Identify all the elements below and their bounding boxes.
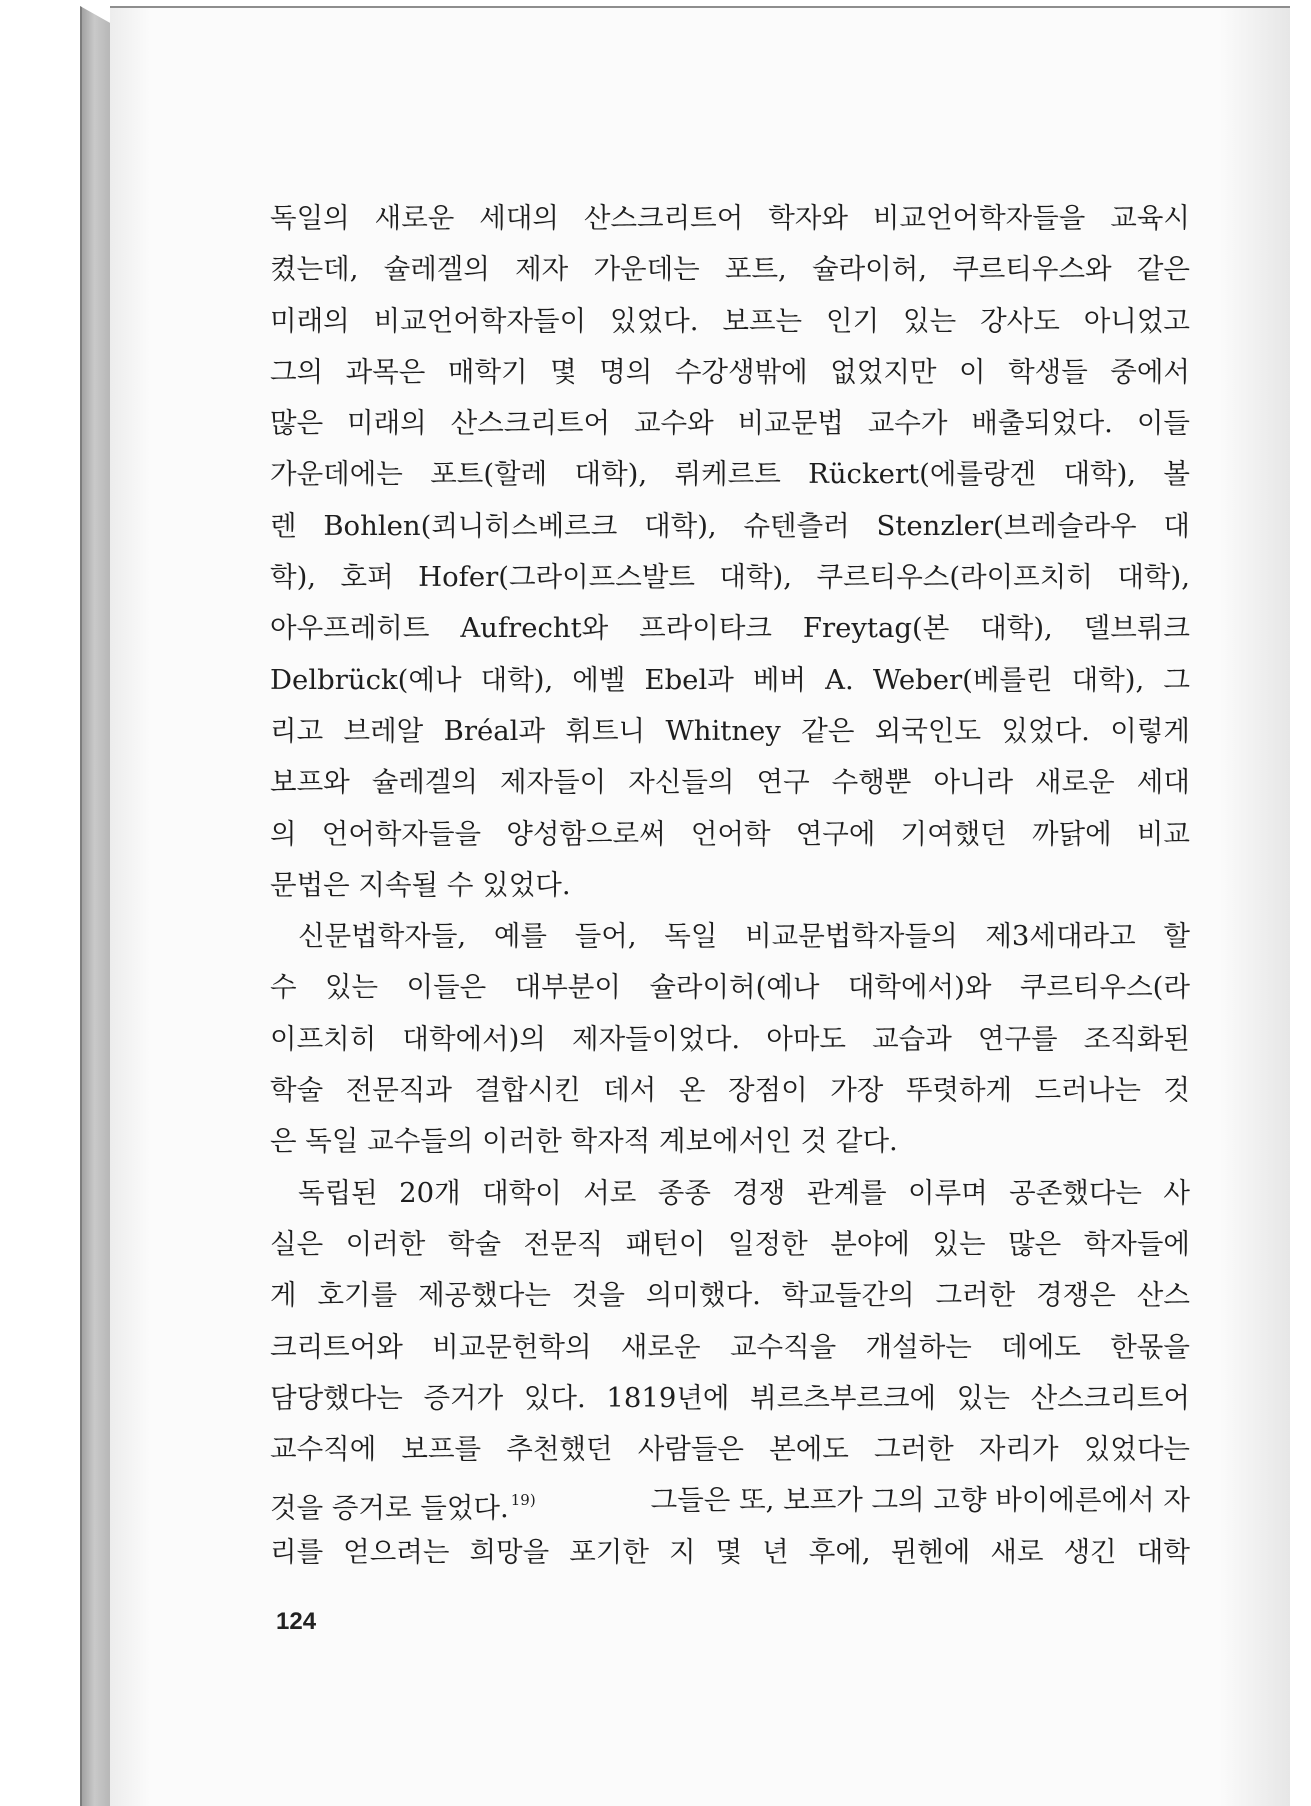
word: 보프를 — [401, 1433, 482, 1466]
word: Aufrecht와 — [460, 612, 609, 645]
word: 대학), — [480, 663, 554, 696]
word: 렌 — [270, 509, 297, 542]
word: 그러한 — [873, 1433, 954, 1466]
word: 대학), — [980, 612, 1053, 645]
word: 대학), — [644, 509, 717, 542]
word: 미래의 — [347, 407, 427, 440]
word: 사 — [1163, 1176, 1190, 1209]
word: 새로운 — [1035, 766, 1115, 799]
word: 후에, — [808, 1535, 871, 1568]
word: 지 — [668, 1535, 696, 1568]
word: Rückert(에를랑겐 — [808, 458, 1037, 491]
word: 켰는데, — [270, 253, 359, 286]
word: 독일의 — [270, 202, 350, 234]
word: Weber(베를린 — [872, 663, 1053, 696]
word: 아니라 — [933, 766, 1014, 799]
word: 호기를 — [317, 1279, 398, 1312]
text-segment: 것을 증거로 들었다. $^{19)}$ — [270, 1491, 536, 1525]
word: 대학), — [1063, 458, 1137, 491]
word: Bohlen(쾨니히스베르크 — [323, 509, 618, 542]
word: 학자들에 — [1083, 1227, 1190, 1260]
word: 실은 — [270, 1227, 324, 1260]
word: 같은 — [801, 714, 855, 747]
word: 아마도 — [766, 1022, 846, 1055]
word: 제자들이었다. — [572, 1022, 741, 1055]
text-line — [270, 296, 1190, 347]
word: 수강생밖에 — [674, 355, 808, 388]
word: 학술 — [447, 1227, 502, 1260]
text-line — [270, 962, 1190, 1013]
word: 명의 — [599, 355, 653, 388]
word: 있는 — [932, 1227, 986, 1260]
word: 드러나는 — [1034, 1074, 1141, 1107]
word: 제자들이 — [499, 766, 607, 799]
word: 교수가 — [867, 407, 948, 440]
word: 대학), — [574, 458, 648, 491]
text-segment: 그들은 또, 보프가 그의 고향 바이에른에서 자 — [650, 1484, 1190, 1517]
word: 같은 — [1136, 253, 1190, 286]
word: 공존했다는 — [1009, 1176, 1142, 1209]
word: 중에서 — [1110, 355, 1190, 388]
word: 제3세대라고 — [985, 920, 1136, 953]
word: 데에도 — [1001, 1330, 1081, 1363]
text-line — [270, 809, 1190, 860]
body-text — [270, 193, 1190, 1578]
word: 들어, — [574, 920, 637, 953]
word: 조직화된 — [1083, 1022, 1190, 1055]
word: 언어학자들을 — [321, 817, 482, 850]
paragraph-2 — [270, 911, 1190, 1167]
word: 뚜렷하게 — [905, 1074, 1013, 1107]
word: 학), — [270, 561, 317, 594]
word: 패턴이 — [625, 1227, 706, 1260]
text-line — [270, 1373, 1190, 1424]
word: 대학), — [1071, 663, 1145, 696]
text-line — [270, 1270, 1190, 1321]
word: 독일 — [664, 920, 718, 953]
word: 프라이타크 — [639, 612, 772, 645]
word: 교육시 — [1110, 202, 1190, 234]
word: 있는 — [903, 304, 957, 337]
word: 수 — [270, 971, 297, 1004]
word: 관계를 — [806, 1176, 887, 1209]
word: 연구에 — [795, 817, 876, 850]
word: 뮌헨에 — [890, 1535, 971, 1568]
page-shadow-left — [110, 8, 150, 1806]
word: 의 — [270, 817, 297, 850]
text-line — [270, 1527, 1190, 1578]
word: 것을 — [571, 1279, 625, 1312]
word: 교수직에 — [270, 1433, 377, 1466]
word: 담당했다는 — [270, 1381, 403, 1414]
word: 대학에서)의 — [402, 1022, 546, 1055]
word: 산스크리트어 — [583, 202, 744, 234]
word: 결합시킨 — [474, 1074, 581, 1107]
text-line — [270, 1014, 1190, 1065]
word: 있다. — [523, 1381, 586, 1414]
word: 대학 — [1136, 1535, 1190, 1568]
paragraph-1 — [270, 193, 1190, 911]
word: 산스크리트어 — [1030, 1381, 1190, 1414]
word: 가운데에는 — [270, 458, 403, 491]
word: 델브뤼크 — [1083, 612, 1190, 645]
word: 자신들의 — [628, 766, 735, 799]
footnote-marker[interactable]: 19) — [510, 1491, 536, 1510]
text-line — [270, 398, 1190, 449]
word: 아우프레히트 — [270, 612, 430, 645]
word: 학교들간의 — [781, 1279, 915, 1312]
word: 이러한 — [345, 1227, 426, 1260]
word: 수행뿐 — [831, 766, 912, 799]
word: 분야에 — [830, 1227, 910, 1260]
text-line: 은 독일 교수들의 이러한 학자적 계보에서인 것 같다. — [270, 1125, 898, 1158]
word: 경쟁 — [732, 1176, 786, 1209]
word: 리고 — [270, 714, 324, 747]
word: 가운데는 — [593, 253, 700, 286]
word: 인기 — [826, 304, 880, 337]
text-line — [270, 911, 1190, 962]
word: 얻으려는 — [343, 1535, 450, 1568]
word: 언어학 — [690, 817, 771, 850]
word: 20개 — [399, 1176, 461, 1209]
word: 경쟁은 — [1036, 1279, 1116, 1312]
word: 크리트어와 — [270, 1330, 403, 1363]
text-line — [270, 1219, 1190, 1270]
word: 세대 — [1136, 766, 1190, 799]
word: 쿠르티우스(라이프치히 — [816, 561, 1093, 594]
word: 새로운 — [374, 202, 455, 234]
text-line — [270, 603, 1190, 654]
word: 뷔르츠부르크에 — [750, 1381, 937, 1414]
word: 있는 — [324, 971, 379, 1004]
word: 학술 — [270, 1074, 324, 1107]
book-page — [110, 6, 1290, 1806]
word: 대학), — [1117, 561, 1190, 594]
page-shadow-right — [1220, 8, 1290, 1806]
word: 그러한 — [935, 1279, 1016, 1312]
word: 교습과 — [872, 1022, 952, 1055]
word: A. — [825, 663, 854, 696]
word: 까닭에 — [1031, 817, 1112, 850]
word: 종종 — [657, 1176, 711, 1209]
text-line — [270, 706, 1190, 757]
word: 외국인도 — [874, 714, 982, 747]
word: 개설하는 — [865, 1330, 972, 1363]
text-line — [270, 655, 1190, 706]
word: 의미했다. — [645, 1279, 761, 1312]
word: 이들은 — [406, 971, 487, 1004]
word: 학생들 — [1008, 355, 1088, 388]
word: 제공했다는 — [418, 1279, 551, 1312]
word: 이 — [958, 355, 986, 388]
word: 새로 — [990, 1535, 1044, 1568]
word: 게 — [270, 1279, 297, 1312]
word: Stenzler(브레슬라우 — [876, 509, 1137, 542]
word: 할 — [1163, 920, 1190, 953]
word: 한몫을 — [1110, 1330, 1190, 1363]
word: 비교언어학자들을 — [872, 202, 1086, 234]
word: 증거가 — [423, 1381, 504, 1414]
word: 비교문헌학의 — [432, 1330, 592, 1363]
word: 볼 — [1163, 458, 1190, 491]
word: 일정한 — [727, 1227, 808, 1260]
word: 배출되었다. — [971, 407, 1113, 440]
word: 이렇게 — [1110, 714, 1190, 747]
page-number: 124 — [276, 1608, 317, 1635]
word: 가장 — [830, 1074, 884, 1107]
word: 슈텐츨러 — [743, 509, 850, 542]
word: Freytag(본 — [802, 612, 950, 645]
word: 있었다. — [610, 304, 699, 337]
word: 많은 — [270, 407, 324, 440]
word: 비교문법학자들의 — [745, 920, 958, 953]
word: 그 — [1163, 663, 1190, 696]
word: 희망을 — [469, 1535, 550, 1568]
word: 대학), — [719, 561, 793, 594]
text-line-with-footnote — [270, 1475, 1190, 1526]
word: 슐라이허(예나 — [649, 971, 820, 1004]
word: 과목은 — [345, 355, 426, 388]
word: 보프는 — [722, 304, 803, 337]
word: 비교언어학자들이 — [373, 304, 587, 337]
paragraph-3 — [270, 1168, 1190, 1578]
word: 보프와 — [270, 766, 350, 799]
word: 연구를 — [977, 1022, 1058, 1055]
text-line — [270, 1322, 1190, 1373]
text-line — [270, 347, 1190, 398]
word: 있었다. — [1001, 714, 1090, 747]
word: 몇 — [550, 355, 577, 388]
word: 자리가 — [978, 1433, 1059, 1466]
word: 슐레겔의 — [371, 766, 478, 799]
word: 브레알 — [343, 714, 424, 747]
word: 제자 — [515, 253, 569, 286]
word: 비교문법 — [737, 407, 844, 440]
word: 데서 — [603, 1074, 657, 1107]
text-line — [270, 501, 1190, 552]
text-line — [270, 1168, 1190, 1219]
word: 이들 — [1136, 407, 1190, 440]
word: 매학기 — [447, 355, 528, 388]
word: 미래의 — [270, 304, 350, 337]
word: 본에도 — [769, 1433, 849, 1466]
word: 서로 — [583, 1176, 637, 1209]
word: 포트, — [724, 253, 787, 286]
word: 교수직을 — [729, 1330, 837, 1363]
word: 연구 — [756, 766, 810, 799]
text-line — [270, 552, 1190, 603]
word: 산스크리트어 — [450, 407, 611, 440]
word: Delbrück(예나 — [270, 663, 462, 696]
word: 이프치히 — [270, 1022, 377, 1055]
word: 대부분이 — [514, 971, 621, 1004]
word: 이루며 — [908, 1176, 988, 1209]
word: 추천했던 — [506, 1433, 613, 1466]
word: 포기한 — [569, 1535, 649, 1568]
word: 산스 — [1136, 1279, 1190, 1312]
word: 있었다는 — [1083, 1433, 1190, 1466]
text-line — [270, 449, 1190, 500]
word: 아니었고 — [1083, 304, 1190, 337]
word: 학자와 — [768, 202, 848, 234]
word: 온 — [678, 1074, 706, 1107]
text-line: 문법은 지속될 수 있었다. — [270, 868, 571, 901]
word: 년 — [762, 1535, 789, 1568]
word: 예를 — [493, 920, 547, 953]
word: 대학이 — [482, 1176, 562, 1209]
word: 사람들은 — [637, 1433, 744, 1466]
word: 기여했던 — [900, 817, 1007, 850]
text-line — [270, 757, 1190, 808]
text-line — [270, 1424, 1190, 1475]
word: 신문법학자들, — [298, 920, 467, 953]
word: 포트(할레 — [430, 458, 548, 491]
word: 대 — [1163, 509, 1190, 542]
word: 베버 — [752, 663, 807, 696]
text-line — [270, 193, 1190, 244]
word: 휘트니 — [565, 714, 646, 747]
word: 있는 — [956, 1381, 1010, 1414]
word: 전문직 — [523, 1227, 604, 1260]
word: 새로운 — [620, 1330, 701, 1363]
word: 뤼케르트 — [674, 458, 781, 491]
word: 독립된 — [298, 1176, 378, 1209]
word: 강사도 — [980, 304, 1060, 337]
word: 많은 — [1008, 1227, 1062, 1260]
word: 슐레겔의 — [383, 253, 490, 286]
word: 비교 — [1136, 817, 1190, 850]
word: Whitney — [665, 714, 781, 747]
word: Ebel과 — [644, 663, 734, 696]
book-page-edge — [80, 6, 112, 1806]
word: Hofer(그라이프스발트 — [418, 561, 695, 594]
word: 생긴 — [1063, 1535, 1117, 1568]
word: 쿠르티우스와 — [952, 253, 1112, 286]
word: 1819년에 — [606, 1381, 730, 1414]
word: 없었지만 — [830, 355, 937, 388]
word: 양성함으로써 — [506, 817, 666, 850]
word: 호퍼 — [340, 561, 394, 594]
word: 에벨 — [572, 663, 626, 696]
word: 쿠르티우스(라 — [1019, 971, 1190, 1004]
word: Bréal과 — [443, 714, 546, 747]
word: 것 — [1163, 1074, 1190, 1107]
word: 그의 — [270, 355, 324, 388]
word: 장점이 — [727, 1074, 808, 1107]
word: 세대의 — [479, 202, 559, 234]
word: 교수와 — [633, 407, 714, 440]
text-line — [270, 1065, 1190, 1116]
word: 전문직과 — [345, 1074, 452, 1107]
word: 대학에서)와 — [847, 971, 992, 1004]
word: 슐라이허, — [812, 253, 928, 286]
word: 몇 — [715, 1535, 743, 1568]
text-line — [270, 244, 1190, 295]
word: 리를 — [270, 1535, 324, 1568]
